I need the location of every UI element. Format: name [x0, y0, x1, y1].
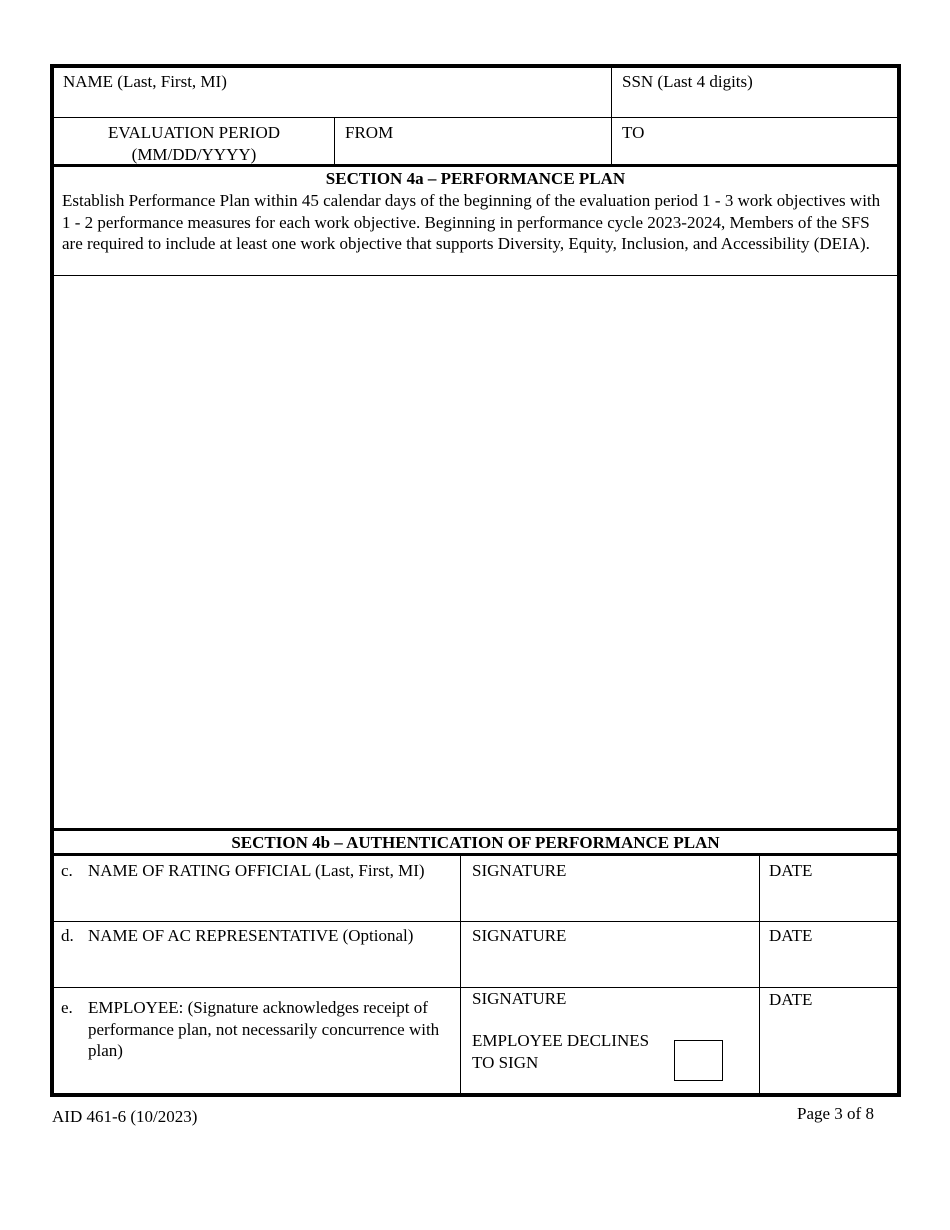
rating-official-name-field[interactable]: [54, 856, 460, 921]
to-label: TO: [622, 123, 645, 142]
section-4a-title: SECTION 4a – PERFORMANCE PLAN: [325, 169, 626, 188]
divider: [54, 164, 897, 167]
evaluation-period-format: (MM/DD/YYYY): [131, 145, 257, 164]
employee-date-field[interactable]: [760, 988, 897, 1093]
signature-label: SIGNATURE: [472, 861, 567, 880]
employee-declines-label-line2: TO SIGN: [472, 1053, 539, 1072]
date-label: DATE: [769, 990, 813, 1009]
rating-official-label: NAME OF RATING OFFICIAL (Last, First, MI): [88, 861, 425, 880]
evaluation-period-label-cell: [54, 118, 334, 163]
name-field[interactable]: [54, 68, 611, 117]
rating-official-date-field[interactable]: [760, 856, 897, 921]
ac-representative-name-field[interactable]: [54, 922, 460, 987]
ac-representative-label: NAME OF AC REPRESENTATIVE (Optional): [88, 926, 414, 945]
page-number: Page 3 of 8: [797, 1104, 874, 1123]
date-label: DATE: [769, 861, 813, 880]
form-id: AID 461-6 (10/2023): [52, 1107, 198, 1126]
row-letter: d.: [61, 926, 74, 945]
row-letter: e.: [61, 998, 73, 1017]
rating-official-signature-field[interactable]: [461, 856, 759, 921]
name-label: NAME (Last, First, MI): [63, 72, 227, 91]
divider: [54, 828, 897, 831]
performance-plan-form: [50, 64, 901, 1097]
ac-representative-date-field[interactable]: [760, 922, 897, 987]
date-label: DATE: [769, 926, 813, 945]
ssn-field[interactable]: [612, 68, 897, 117]
evaluation-period-label: EVALUATION PERIOD: [107, 123, 281, 142]
employee-declines-label: EMPLOYEE DECLINES: [472, 1031, 650, 1050]
ac-representative-signature-field[interactable]: [461, 922, 759, 987]
section-4a-instructions: Establish Performance Plan within 45 calendar days of the beginning of the evaluation period 1 - 3 work objectives with 1 - 2 performance measures for each work objective. Beginning in performance cycle 2023-2024, Members of the SFS are required to include at least one work objective that supports Diversity, Equity, Inclusion, and Accessibility (DEIA).: [62, 191, 881, 253]
employee-label: EMPLOYEE: (Signature acknowledges receipt of performance plan, not necessarily concurrence with plan): [88, 998, 440, 1060]
performance-plan-text-area[interactable]: [54, 276, 897, 829]
from-label: FROM: [345, 123, 394, 142]
signature-label: SIGNATURE: [472, 989, 567, 1008]
row-letter: c.: [61, 861, 73, 880]
section-4b-title: SECTION 4b – AUTHENTICATION OF PERFORMANCE PLAN: [231, 833, 720, 852]
signature-label: SIGNATURE: [472, 926, 567, 945]
ssn-label: SSN (Last 4 digits): [622, 72, 753, 91]
employee-declines-checkbox[interactable]: [674, 1040, 723, 1081]
from-date-field[interactable]: [335, 118, 611, 163]
to-date-field[interactable]: [612, 118, 897, 163]
employee-acknowledgement-cell: [54, 988, 460, 1093]
